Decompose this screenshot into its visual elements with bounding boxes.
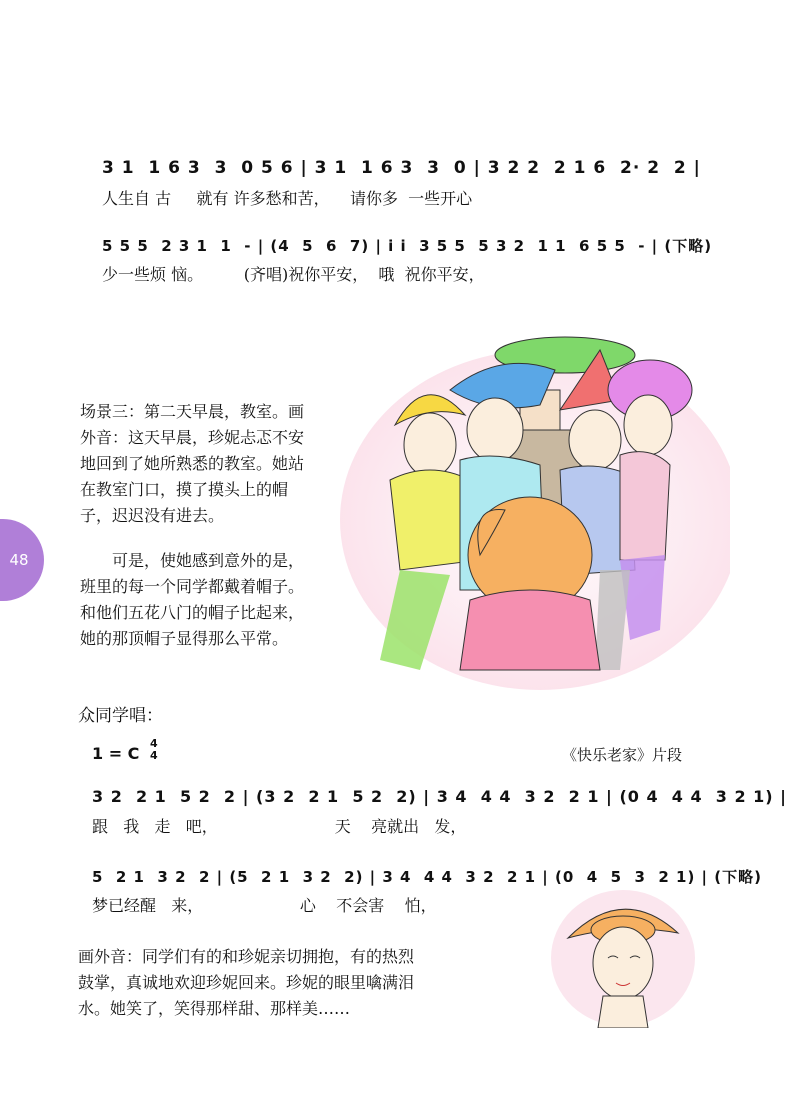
key-signature [92, 744, 139, 763]
page-number-tab: 48 [0, 519, 44, 601]
time-denominator: 4 [150, 749, 158, 762]
chorus-lyrics-line1: 跟 我 走 吧， 天 亮就出 发， [92, 817, 467, 836]
key-label: 1 = C [92, 744, 140, 763]
scene-paragraph-1: 场景三：第二天早晨，教室。画外音：这天早晨，珍妮忐忑不安地回到了她所熟悉的教室。她站在教室门口，摸了摸头上的帽子，迟迟没有进去。 [80, 402, 305, 525]
students-illustration [330, 330, 730, 700]
chorus-notes-line1: 3 2 2 1 5 2 2 | (3 2 2 1 5 2 2) | 3 4 4 4 3 2 2 1 | (0 4 4 4 3 2 1) | [92, 787, 787, 806]
song1-lyrics-line1: 人生自 古 就有 许多愁和苦， 请你多 一些开心 [102, 189, 473, 208]
song1-lyrics-line2: 少一些烦 恼。 (齐唱)祝你平安， 哦 祝你平安， [102, 265, 485, 284]
chorus-notes-line2: 5 2 1 3 2 2 | (5 2 1 3 2 2) | 3 4 4 4 3 2 2 1 | (0 4 5 3 2 1) | (下略) [92, 868, 762, 886]
time-signature [150, 738, 158, 762]
time-numerator: 4 [150, 737, 158, 750]
chorus-heading: 众同学唱： [78, 706, 163, 726]
chorus-lyrics-line2: 梦已经醒 来， 心 不会害 怕， [92, 896, 437, 915]
scene-paragraph-2: 可是，使她感到意外的是，班里的每一个同学都戴着帽子。和他们五花八门的帽子比起来，她的那顶帽子显得那么平常。 [80, 551, 305, 648]
narration-paragraph: 画外音：同学们有的和珍妮亲切拥抱，有的热烈鼓掌，真诚地欢迎珍妮回来。珍妮的眼里噙满泪水。她笑了，笑得那样甜、那样美…… [78, 947, 415, 1018]
girl-with-hat-illustration [548, 878, 698, 1028]
song1-notes-line1: 3 1 1 6 3 3 0 5 6 | 3 1 1 6 3 3 0 | 3 2 2 2 1 6 2· 2 2 | [102, 158, 701, 178]
song-source: 《快乐老家》片段 [562, 746, 683, 764]
song1-notes-line2: 5 5 5 2 3 1 1 - | (4 5 6 7) | i i 3 5 5 5 3 2 1 1 6 5 5 - | (下略) [102, 237, 713, 255]
